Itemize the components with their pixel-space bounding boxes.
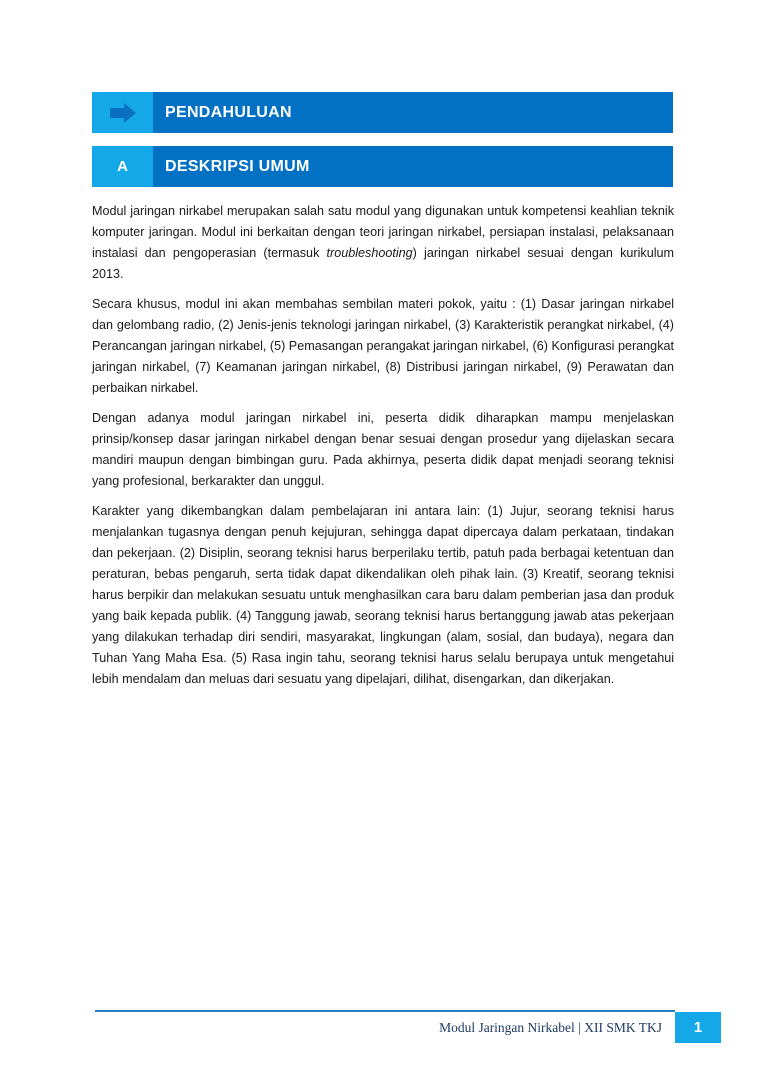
footer-divider xyxy=(95,1010,675,1012)
paragraph-goals: Dengan adanya modul jaringan nirkabel ini, peserta didik diharapkan mampu menjelaskan prinsip/konsep dasar jaringan nirkabel dengan benar sesuai dengan prosedur yang dijelaskan secara mandiri maupun dengan bimbingan guru. Pada akhirnya, peserta didik dapat menjadi seorang teknisi yang profesional, berkarakter dan unggul. xyxy=(92,411,674,488)
paragraph-text: ) jaringan nirkabel sesuai dengan kurikulum 2013. xyxy=(92,246,674,281)
subsection-title: DESKRIPSI UMUM xyxy=(165,157,310,175)
subsection-letter: A xyxy=(92,146,153,187)
footer-running-title: Modul Jaringan Nirkabel | XII SMK TKJ xyxy=(439,1020,662,1035)
paragraph-materials: Secara khusus, modul ini akan membahas sembilan materi pokok, yaitu : (1) Dasar jaringan nirkabel dan gelombang radio, (2) Jenis-jenis teknologi jaringan nirkabel, (3) Karakteristik perangkat nirkabel, (4) Perancangan jaringan nirkabel, (5) Pemasangan perangakat jaringan nirkabel, (6) Konfigurasi perangkat jaringan nirkabel, (7) Keamanan jaringan nirkabel, (8) Distribusi jaringan nirkabel, (9) Perawatan dan perbaikan nirkabel. xyxy=(92,297,674,395)
page-number: 1 xyxy=(675,1012,721,1043)
arrow-right-icon xyxy=(110,103,136,123)
italic-term: troubleshooting xyxy=(326,246,413,260)
paragraph-character: Karakter yang dikembangkan dalam pembelajaran ini antara lain: (1) Jujur, seorang teknisi harus menjalankan tugasnya dengan penuh kejujuran, sehingga dapat dipercaya dalam perkataan, tindakan dan pekerjaan. (2) Disiplin, seorang teknisi harus berperilaku tertib, patuh pada berbagai ketentuan dan peraturan, bebas pengaruh, serta tidak dapat dikendalikan oleh pihak lain. (3) Kreatif, seorang teknisi harus berpikir dan melakukan sesuatu untuk menghasilkan cara baru dalam pemberian jasa dan produk yang baik kepada publik. (4) Tanggung jawab, seorang teknisi harus bertanggung jawab atas pekerjaan yang dilakukan terhadap diri sendiri, masyarakat, lingkungan (alam, sosial, dan budaya), negara dan Tuhan Yang Maha Esa. (5) Rasa ingin tahu, seorang teknisi harus selalu berupaya untuk mengetahui lebih mendalam dan meluas dari sesuatu yang dipelajari, dilihat, disengarkan, dan dikerjakan. xyxy=(92,504,674,686)
subsection-header-deskripsi-umum xyxy=(92,146,673,187)
section-icon-block xyxy=(92,92,153,133)
section-title: PENDAHULUAN xyxy=(165,103,292,121)
body-content xyxy=(92,201,674,699)
paragraph-text: Modul jaringan nirkabel merupakan salah satu modul yang digunakan untuk kompetensi keahlian teknik komputer jaringan. Modul ini berkaitan dengan teori jaringan nirkabel, persiapan instalasi, pelaksanaan instalasi dan pengoperasian (termasuk xyxy=(92,204,674,260)
section-header-pendahuluan xyxy=(92,92,673,133)
paragraph-intro xyxy=(92,201,674,285)
